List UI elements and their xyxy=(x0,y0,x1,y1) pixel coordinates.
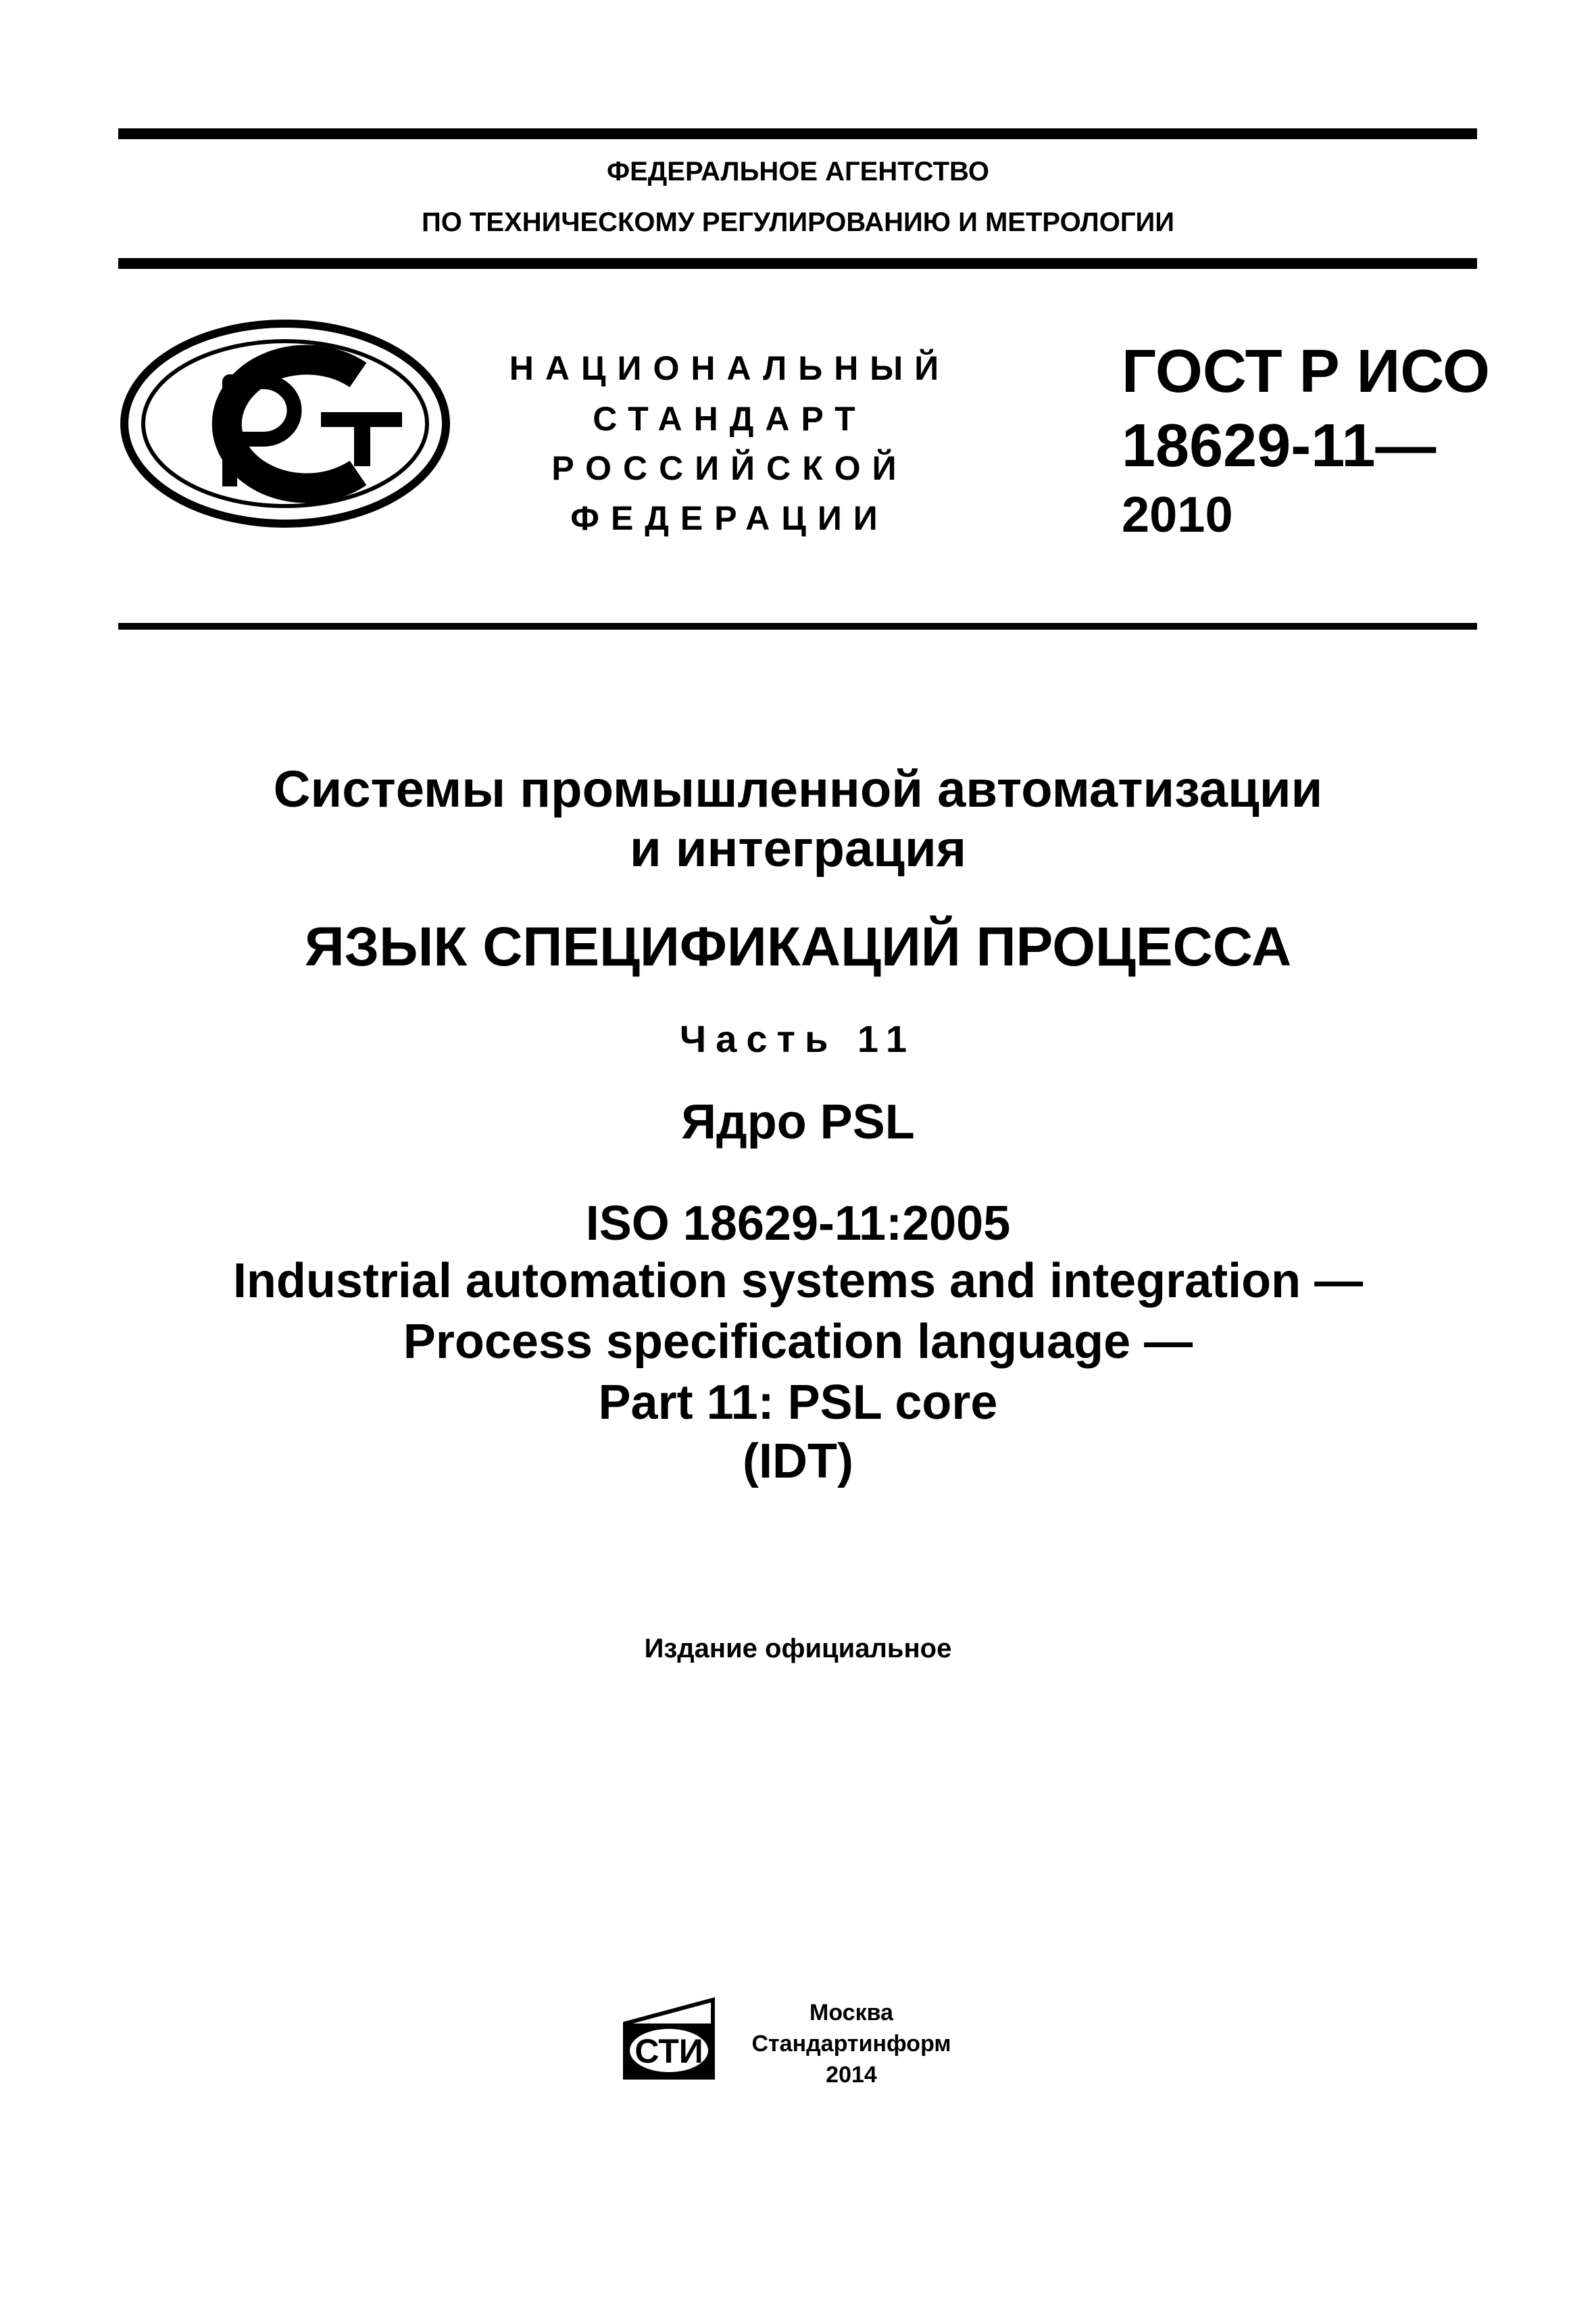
iso-title-line-3: Part 11: PSL core xyxy=(598,1376,998,1430)
iso-number: ISO 18629-11:2005 xyxy=(585,1197,1011,1251)
title-series-line-2: и интеграция xyxy=(629,820,967,878)
national-standard-line-3: РОССИЙСКОЙ xyxy=(551,449,908,487)
publisher-city: Москва xyxy=(809,2000,893,2026)
top-rule xyxy=(118,128,1477,139)
rst-logo-icon xyxy=(118,318,453,530)
national-standard-line-2: СТАНДАРТ xyxy=(593,400,867,438)
agency-line-1: ФЕДЕРАЛЬНОЕ АГЕНТСТВО xyxy=(606,157,990,186)
agency-line-2: ПО ТЕХНИЧЕСКОМУ РЕГУЛИРОВАНИЮ И МЕТРОЛОГИИ xyxy=(421,207,1175,237)
iso-title-line-1: Industrial automation systems and integration — xyxy=(232,1254,1364,1308)
designation-line-1: ГОСТ Р ИСО xyxy=(1122,338,1491,405)
edition-label: Издание официальное xyxy=(644,1634,952,1663)
svg-text:СТИ: СТИ xyxy=(634,2032,703,2070)
title-part: Часть 11 xyxy=(679,1017,917,1060)
designation-line-2: 18629-11— xyxy=(1122,412,1437,480)
iso-title-line-2: Process specification language — xyxy=(403,1315,1193,1369)
publisher-year: 2014 xyxy=(826,2062,877,2088)
publisher-name: Стандартинформ xyxy=(751,2031,951,2057)
header-bottom-rule xyxy=(118,623,1477,630)
title-main: ЯЗЫК СПЕЦИФИКАЦИЙ ПРОЦЕССА xyxy=(304,916,1292,978)
designation-line-3: 2010 xyxy=(1122,486,1233,543)
agency-bottom-rule xyxy=(118,258,1477,269)
iso-title-line-4: (IDT) xyxy=(743,1434,853,1488)
national-standard-line-1: НАЦИОНАЛЬНЫЙ xyxy=(509,349,951,387)
standartinform-logo-icon xyxy=(618,1996,720,2084)
national-standard-line-4: ФЕДЕРАЦИИ xyxy=(570,499,889,537)
title-part-name: Ядро PSL xyxy=(681,1095,915,1149)
title-series-line-1: Системы промышленной автоматизации xyxy=(273,761,1323,818)
